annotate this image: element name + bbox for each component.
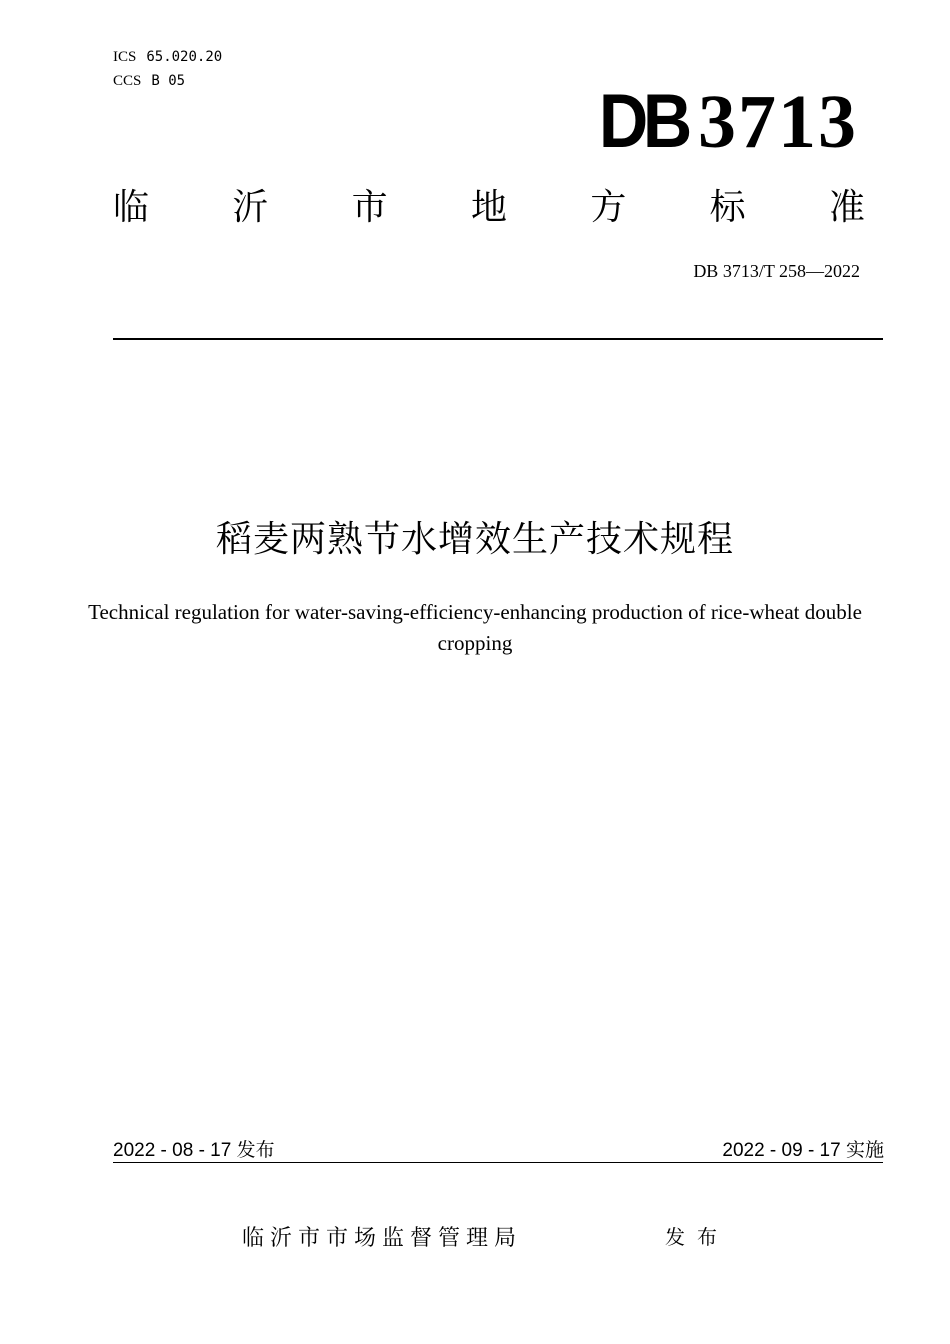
standard-type-char: 标 xyxy=(709,187,746,228)
standard-type-char: 准 xyxy=(828,187,865,228)
db-logo-prefix: DB xyxy=(599,79,688,164)
standard-type-char: 沂 xyxy=(232,187,269,228)
ccs-classification xyxy=(113,72,185,90)
standard-type-char: 临 xyxy=(113,187,150,228)
db-logo-code: 3713 xyxy=(698,80,858,164)
ics-code: 65.020.20 xyxy=(146,49,223,65)
standard-type-char: 市 xyxy=(351,187,388,228)
standard-type-char: 方 xyxy=(590,187,627,228)
issue-date-line xyxy=(113,1138,275,1163)
title-english: Technical regulation for water-saving-efficiency-enhancing production of rice-wheat double cropping xyxy=(88,600,862,655)
issue-label: 发布 xyxy=(236,1139,275,1161)
ics-label: ICS xyxy=(113,49,137,65)
standard-type-char: 地 xyxy=(470,187,507,228)
ccs-code: B 05 xyxy=(151,73,186,89)
implementation-date: 2022 - 09 - 17 xyxy=(722,1140,841,1161)
publisher-action: 发布 xyxy=(665,1225,729,1249)
ccs-label: CCS xyxy=(113,73,142,89)
issue-date: 2022 - 08 - 17 xyxy=(113,1140,232,1161)
standard-type-heading xyxy=(113,186,865,230)
top-divider xyxy=(113,338,883,340)
implementation-date-line xyxy=(722,1138,884,1163)
publisher-name: 临沂市市场监督管理局 xyxy=(242,1226,523,1251)
title-chinese: 稻麦两熟节水增效生产技术规程 xyxy=(215,519,734,560)
implementation-label: 实施 xyxy=(845,1139,884,1161)
db-standard-logo xyxy=(594,79,858,164)
bottom-divider xyxy=(113,1162,883,1163)
ics-classification xyxy=(113,48,222,66)
standard-number: DB 3713/T 258—2022 xyxy=(693,261,860,281)
